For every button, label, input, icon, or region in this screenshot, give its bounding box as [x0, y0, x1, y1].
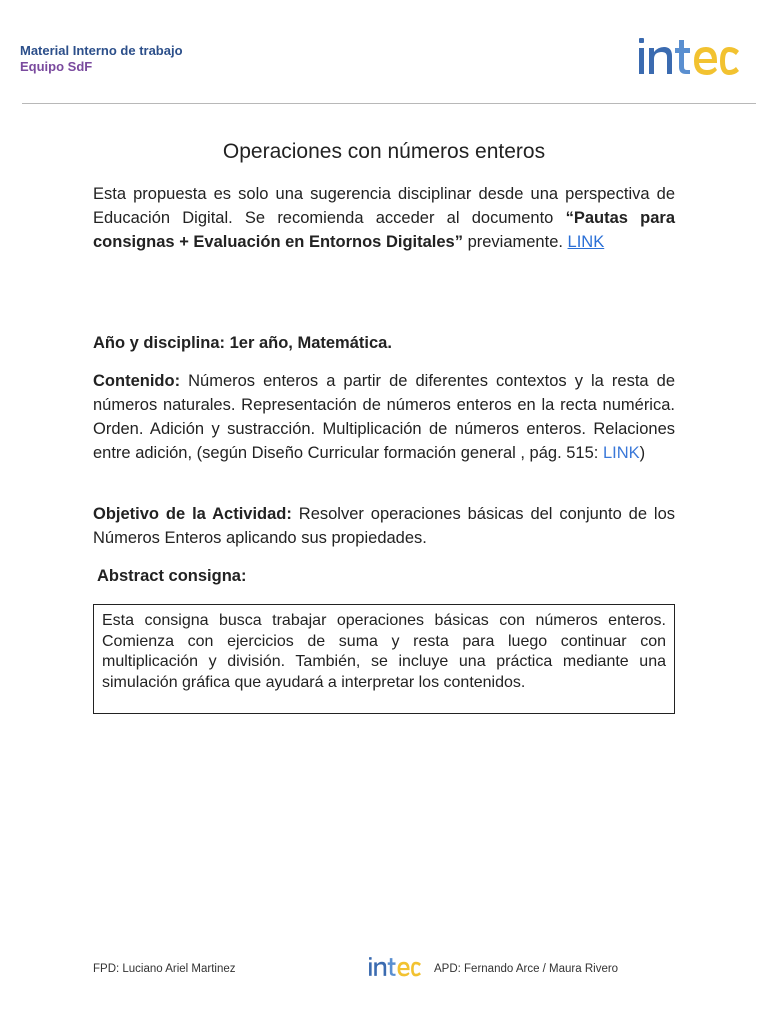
objetivo-paragraph	[93, 502, 675, 550]
objetivo-label: Objetivo de la Actividad:	[93, 505, 292, 523]
header-divider	[22, 103, 756, 104]
intro-link[interactable]: LINK	[567, 233, 605, 251]
intec-logo-footer	[368, 955, 422, 979]
footer-apd: APD: Fernando Arce / Maura Rivero	[434, 963, 619, 975]
contenido-label: Contenido:	[93, 372, 181, 390]
contenido-link[interactable]: LINK	[602, 444, 640, 462]
contenido-text: Números enteros a partir de diferentes contextos y la resta de números naturales. Representación de números enteros en la recta numérica. Orden. Adición y sustracción. Multiplicación de números enteros. Relaciones entre adición, (según Diseño Curricular formación general , pág. 515:	[93, 372, 675, 462]
intro-text: Esta propuesta es solo una sugerencia disciplinar desde una perspectiva de Educación Digital. Se recomienda acceder al documento	[93, 185, 675, 227]
header-text	[20, 43, 183, 75]
footer-fpd: FPD: Luciano Ariel Martinez	[93, 963, 236, 975]
objetivo-text: Resolver operaciones básicas del conjunto de los Números Enteros aplicando sus propiedades.	[93, 505, 675, 547]
contenido-close: )	[639, 444, 646, 462]
intro-text-end: previamente.	[462, 233, 568, 251]
header-line-1: Material Interno de trabajo	[20, 43, 183, 58]
abstract-label: Abstract consigna:	[97, 567, 247, 585]
page-title: Operaciones con números enteros	[222, 140, 546, 163]
header-line-2: Equipo SdF	[20, 59, 93, 74]
intec-logo	[637, 34, 741, 80]
abstract-text: Esta consigna busca trabajar operaciones básicas con números enteros. Comienza con ejercicios de suma y resta para luego continuar con multiplicación y división. También, se incluye una práctica mediante una simulación gráfica que ayudará a interpretar los contenidos.	[102, 612, 666, 691]
anio-disciplina	[93, 331, 675, 355]
contenido-paragraph	[93, 369, 675, 465]
intro-bold-reference: “Pautas para consignas + Evaluación en Entornos Digitales”	[93, 209, 676, 251]
anio-disciplina-label: Año y disciplina: 1er año, Matemática.	[93, 334, 392, 352]
abstract-box	[93, 604, 675, 714]
intro-paragraph	[93, 182, 675, 254]
